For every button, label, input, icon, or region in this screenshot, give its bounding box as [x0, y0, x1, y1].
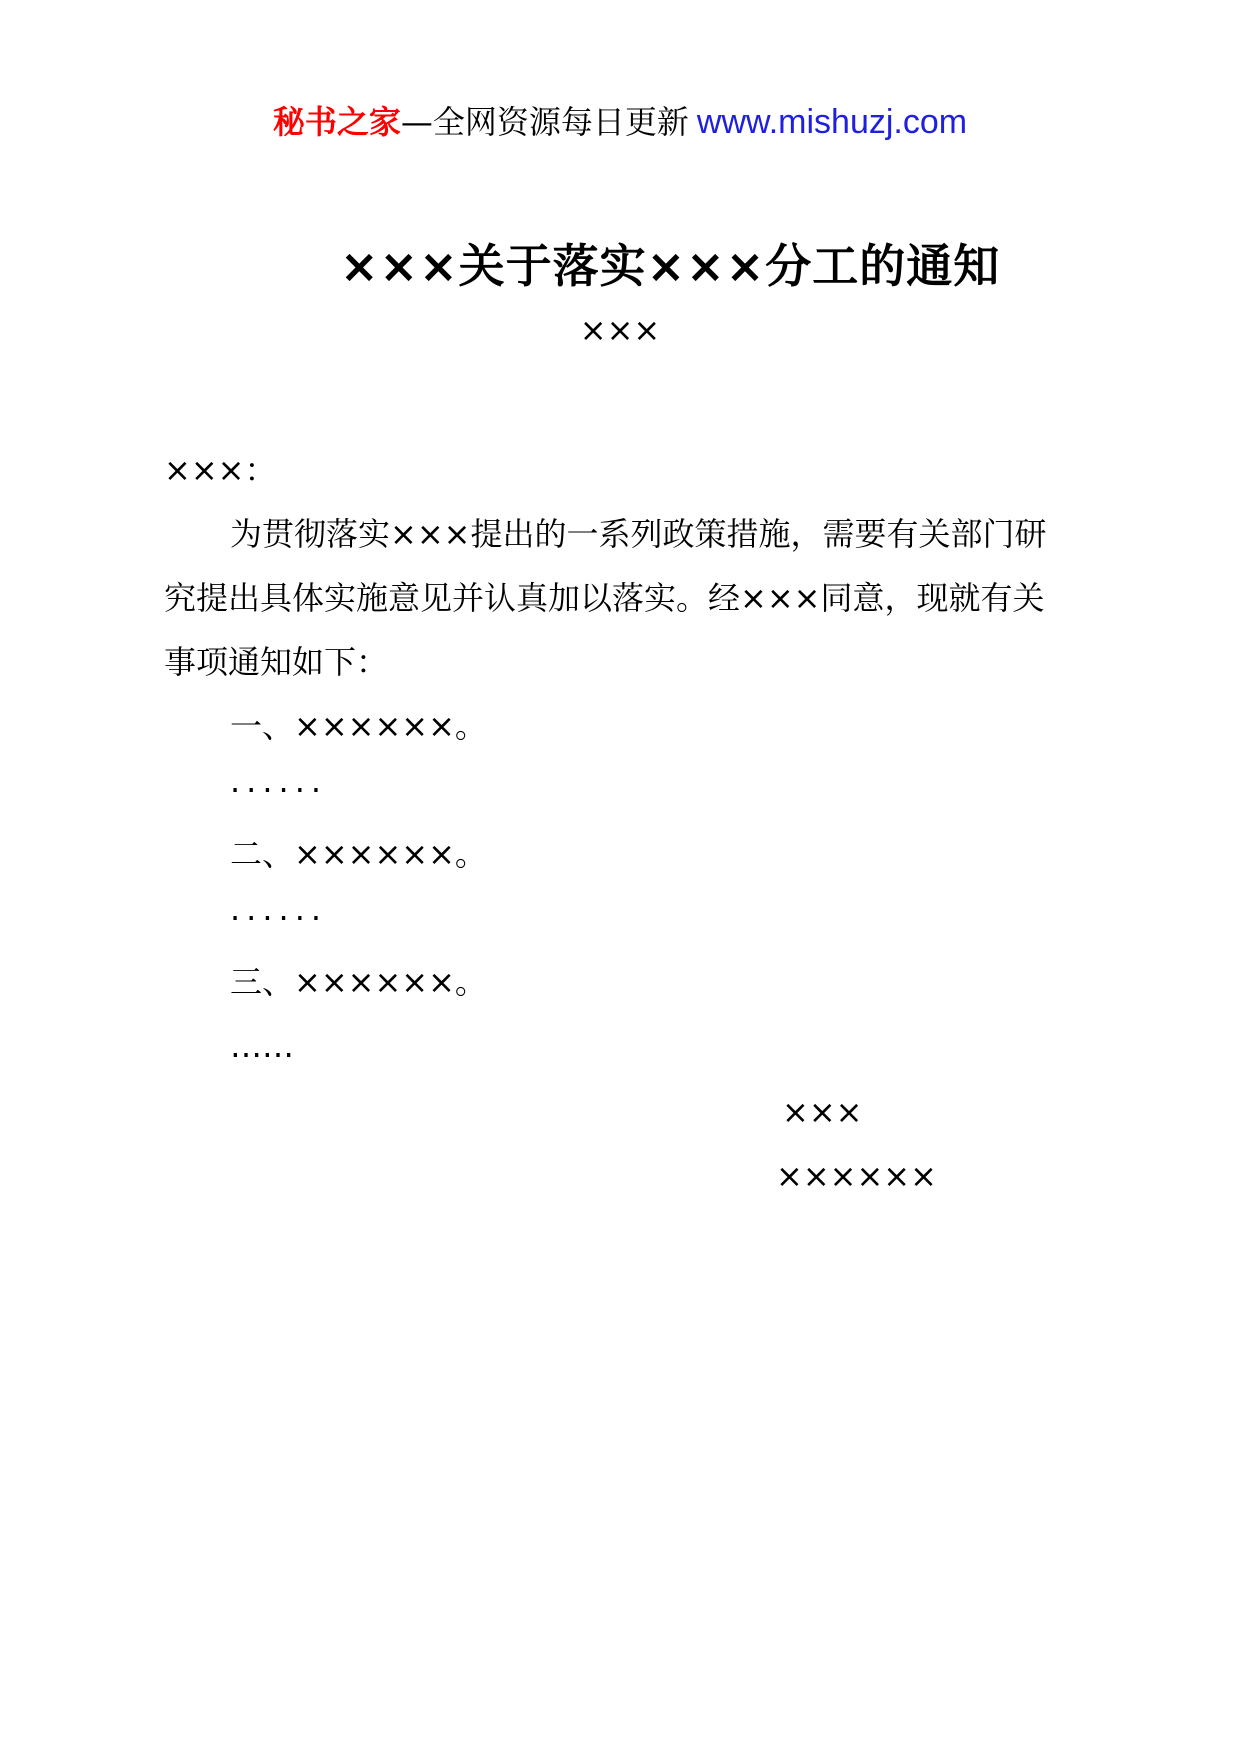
document-subtitle: ××× — [579, 311, 661, 349]
paragraph-line: 为贯彻落实×××提出的一系列政策措施，需要有关部门研 — [230, 515, 1047, 553]
document-title: ×××关于落实×××分工的通知 — [340, 239, 1001, 293]
list-item-1: 一、××××××。 — [230, 707, 487, 745]
ellipsis: …… — [230, 1027, 294, 1065]
brand-name: 秘书之家 — [272, 103, 401, 141]
paragraph-line: 事项通知如下： — [164, 643, 389, 681]
site-url-link[interactable]: www.mishuzj.com — [696, 103, 968, 141]
salutation: ×××： — [164, 451, 277, 489]
signature-date: ×××××× — [776, 1157, 937, 1195]
signature-organization: ××× — [782, 1093, 863, 1131]
list-item-2: 二、××××××。 — [230, 835, 487, 873]
paragraph-line: 究提出具体实施意见并认真加以落实。经×××同意，现就有关 — [164, 579, 1045, 617]
dots-placeholder: ······ — [230, 771, 328, 809]
header-tagline: —全网资源每日更新 — [400, 103, 689, 141]
list-item-3: 三、××××××。 — [230, 963, 487, 1001]
site-header — [0, 100, 1240, 144]
dots-placeholder: ······ — [230, 899, 328, 937]
